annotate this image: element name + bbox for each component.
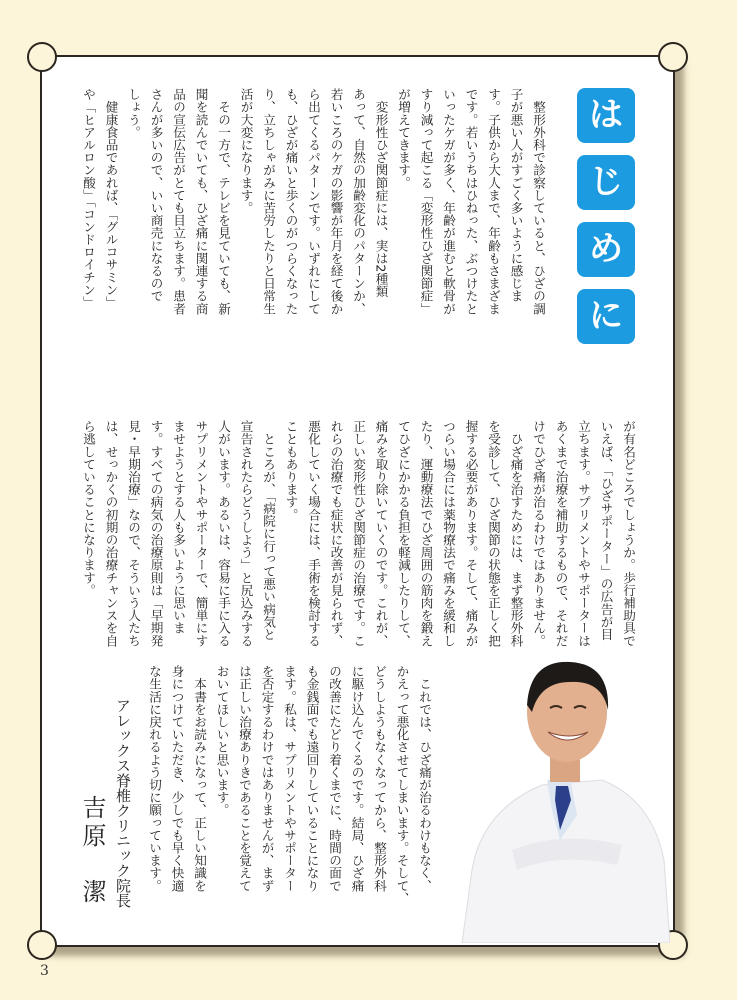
title-char: め	[577, 222, 635, 277]
body-text-bottom	[143, 665, 436, 921]
text-column: も、ひざが痛いと歩くのがつらくなった	[283, 88, 299, 315]
text-column: は正しい治療ありきであることを覚えて	[237, 665, 252, 892]
text-column: 握する必要があります。そして、痛みが	[463, 420, 479, 647]
text-column: つらい場合には薬物療法で痛みを緩和し	[441, 420, 456, 647]
text-column: ところが、「病院に行って悪い病気と	[261, 420, 276, 641]
text-column: 変形性ひざ関節症には、実は2種類	[373, 88, 389, 298]
text-column: かえって悪化させてしまいます。そして、	[394, 665, 410, 905]
text-column: これでは、ひざ痛が治るわけもなく、	[417, 665, 432, 892]
text-column: す。子供から大人まで、年齢もさまざま	[486, 88, 501, 315]
text-column: 人がいます。あるいは、容易に手に入る	[216, 420, 231, 647]
text-column: てひざにかかる負担を軽減したりして、	[396, 420, 411, 647]
text-column: どうしようもなくなってから、整形外科	[372, 665, 387, 892]
text-column: すり減って起こる「変形性ひざ関節症」	[418, 88, 434, 315]
text-column: に駆け込んでくるのです。結局、ひざ痛	[349, 665, 365, 892]
text-column: ませようとする人も多いように思いま	[171, 420, 186, 635]
text-column: り、立ちしゃがみに苦労したりと日常生	[261, 88, 276, 315]
doctor-photo	[452, 640, 670, 943]
text-column: いったケガが多く、年齢が進むと軟骨が	[441, 88, 456, 315]
text-column: 立ちます。サプリメントやサポーターは	[576, 420, 591, 647]
title-char: に	[577, 289, 635, 344]
text-column: を否定するわけではありませんが、まず	[259, 665, 275, 892]
text-column: ます。私は、サプリメントやサポーター	[282, 665, 297, 892]
text-column: その一方で、テレビを見ていても、新	[216, 88, 231, 315]
text-column: が有名どころでしょうか。歩行補助具で	[621, 420, 636, 647]
text-column: 見・早期治療」なので、そういう人たち	[126, 420, 141, 647]
text-column: 品の宣伝広告がとても目立ちます。患者	[171, 88, 186, 315]
page-number: 3	[40, 963, 49, 979]
text-column: が増えてきます。	[396, 88, 411, 189]
text-column: 本書をお読みになって、正しい知識を	[192, 665, 207, 892]
text-column: サプリメントやサポーターで、簡単にす	[193, 420, 209, 647]
text-column: 正しい変形性ひざ関節症の治療です。こ	[351, 420, 366, 647]
text-column: ら出てくるパターンです。いずれにして	[306, 88, 321, 315]
title-char: じ	[577, 155, 635, 210]
text-column: の改善にたどり着くまでに、時間の面で	[327, 665, 342, 892]
text-column: あくまで治療を補助するもので、それだ	[553, 420, 569, 647]
text-column: 身につけていただき、少しでも早く快適	[169, 665, 185, 892]
author-name: 吉原 潔	[78, 795, 106, 907]
text-column: 若いころのケガの影響が年月を経て後か	[328, 88, 344, 315]
text-column: たり、運動療法でひざ周囲の筋肉を鍛え	[418, 420, 434, 647]
text-column: しょう。	[126, 88, 141, 139]
text-column: 痛みを取り除いていくのです。これが、	[373, 420, 389, 647]
page-title	[577, 88, 635, 356]
text-column: こともあります。	[283, 420, 299, 521]
text-column: ひざ痛を治すためには、まず整形外科	[508, 420, 524, 647]
text-column: おいてほしいと思います。	[214, 665, 230, 817]
frame-corner	[27, 42, 57, 72]
text-column: や「ヒアルロン酸」「コンドロイチン」	[81, 88, 96, 309]
text-column: な生活に戻れるよう切に願っています。	[147, 665, 162, 892]
author-affiliation: アレックス脊椎クリニック院長	[114, 698, 132, 908]
title-char: は	[577, 88, 635, 143]
body-text-top	[77, 88, 550, 344]
text-column: 整形外科で診察していると、ひざの調	[531, 88, 546, 315]
text-column: 聞を読んでいても、ひざ痛に関連する商	[193, 88, 209, 315]
text-column: ら逃していることになります。	[81, 420, 96, 597]
text-column: いえば、「ひざサポーター」の広告が目	[598, 420, 614, 641]
text-column: す。すべての病気の治療原則は「早期発	[148, 420, 164, 647]
text-column: を受診して、ひざ関節の状態を正しく把	[486, 420, 501, 647]
text-column: あって、自然の加齢変化のパターンか、	[351, 88, 366, 315]
text-column: 健康食品であれば、「グルコサミン」	[103, 88, 119, 309]
text-column: 活が大変になります。	[238, 88, 254, 214]
text-column: は、せっかくの初期の治療チャンスを自	[103, 420, 119, 647]
text-column: けでひざ痛が治るわけではありません。	[531, 420, 546, 647]
text-column: 悪化していく場合には、手術を検討する	[306, 420, 321, 647]
text-column: 子が悪い人がすごく多いように感じま	[508, 88, 524, 303]
text-column: 宣告されたらどうしよう」と尻込みする	[238, 420, 254, 647]
text-column: れらの治療でも症状に改善が見られず、	[328, 420, 344, 647]
body-text-middle	[77, 420, 640, 676]
frame-corner	[27, 930, 57, 960]
text-column: さんが多いので、いい商売になるので	[148, 88, 164, 303]
text-column: です。若いうちはひねった、ぶつけたと	[463, 88, 479, 315]
frame-corner	[658, 42, 688, 72]
text-column: も金銭面でも遠回りしていることになり	[304, 665, 320, 892]
